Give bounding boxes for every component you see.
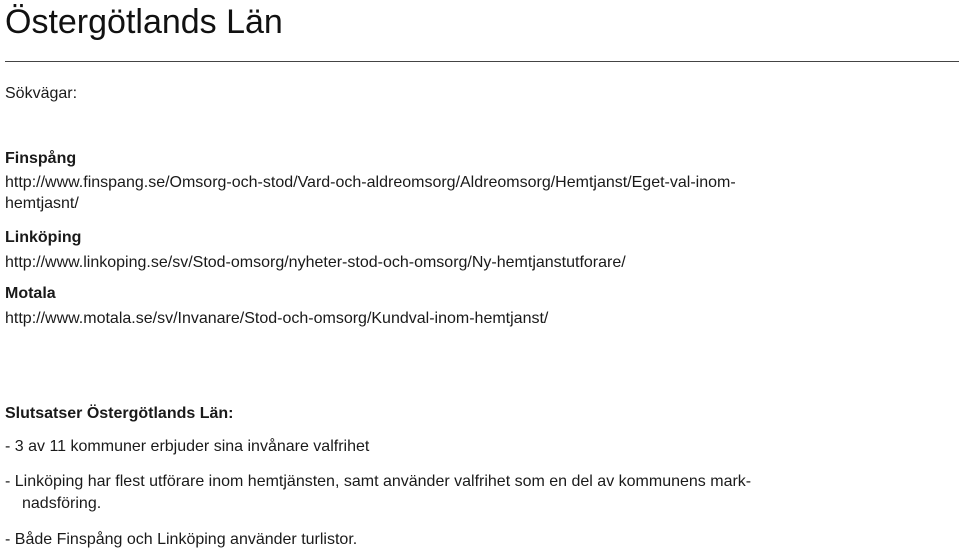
municipality-name-finspang: Finspång (5, 150, 77, 167)
search-paths-label: Sökvägar: (5, 85, 78, 102)
title-divider (5, 61, 959, 62)
municipality-url-finspang: http://www.finspang.se/Omsorg-och-stod/Vard-och-aldreomsorg/Aldreomsorg/Hemtjanst/Eget-val-inom- (5, 174, 736, 191)
municipality-url-finspang-continued: hemtjasnt/ (5, 195, 79, 212)
conclusion-item: - Linköping har flest utförare inom hemtjänsten, samt använder valfrihet som en del av kommunens mark- (5, 473, 752, 490)
municipality-url-linkoping: http://www.linkoping.se/sv/Stod-omsorg/nyheter-stod-och-omsorg/Ny-hemtjanstutforare/ (5, 254, 626, 271)
conclusions-heading: Slutsatser Östergötlands Län: (5, 405, 234, 422)
conclusion-item: - 3 av 11 kommuner erbjuder sina invånare valfrihet (5, 438, 370, 455)
conclusion-item: - Både Finspång och Linköping använder turlistor. (5, 531, 358, 548)
municipality-name-linkoping: Linköping (5, 229, 82, 246)
municipality-url-motala: http://www.motala.se/sv/Invanare/Stod-och-omsorg/Kundval-inom-hemtjanst/ (5, 310, 549, 327)
municipality-name-motala: Motala (5, 285, 56, 302)
conclusion-item-continued: nadsföring. (22, 495, 102, 512)
page-title: Östergötlands Län (5, 3, 283, 41)
